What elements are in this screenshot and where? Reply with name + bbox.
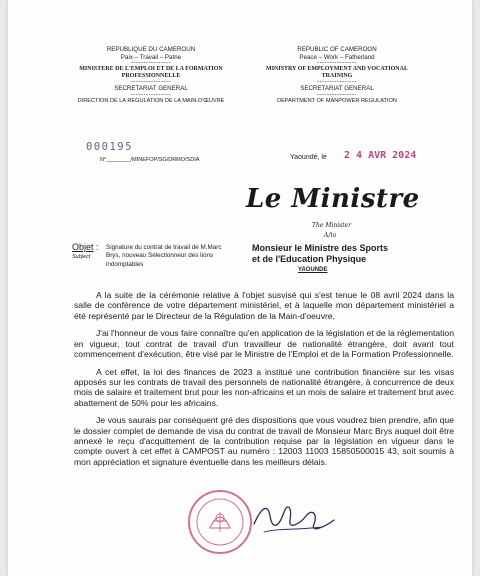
objet-label: Objet : xyxy=(72,242,99,252)
divider: ---------------- xyxy=(131,60,171,67)
addressee-line-1: Monsieur le Ministre des Sports xyxy=(252,243,389,253)
to-line: A/to xyxy=(324,232,337,239)
serial-number-stamp: 000195 xyxy=(86,141,133,153)
country-en: REPUBLIC OF CAMEROON xyxy=(297,46,377,53)
ministry-fr: MINISTERE DE L'EMPLOI ET DE LA FORMATION PROFESSIONNELLE xyxy=(79,66,223,80)
official-seal-stamp xyxy=(186,488,254,556)
reference-number: N°________/MINEFOP/SG/DRMO/SDIA xyxy=(100,157,200,163)
letter-body xyxy=(74,290,454,474)
minister-title: Le Ministre xyxy=(246,184,420,214)
paragraph-1: A la suite de la cérémonie relative à l'objet susvisé qui s'est tenue le 08 avril 2024 dans la salle de conférence de votre département ministériel, et à laquelle mon département ministériel a été représenté par le Directeur de la Régulation de la Main-d'oeuvre, xyxy=(74,290,454,321)
divider: ---------------- xyxy=(131,91,171,98)
motto-en: Peace – Work – Fatherland xyxy=(299,53,375,61)
place-date-prefix: Yaoundé, le xyxy=(290,154,327,161)
paragraph-2: J'ai l'honneur de vous faire connaître qu'en application de la législation et de la réglementation en vigueur, tout contrat de travail d'un travailleur de nationalité étrangère, doit avant tout commencement d'exécution, être visé par le Ministre de l'Emploi et de la Formation Professionnelle. xyxy=(74,328,454,359)
header-right xyxy=(262,46,412,105)
subject-label: Subject xyxy=(72,254,91,260)
divider: ---------------- xyxy=(317,60,357,67)
date-stamp: 2 4 AVR 2024 xyxy=(344,150,417,161)
objet-text: Signature du contrat de travail de M.Marc Brys, nouveau Sélectionneur des lions indomptables xyxy=(106,244,222,268)
divider: ---------------- xyxy=(317,79,357,86)
divider: ---------------- xyxy=(317,91,357,98)
letter-page xyxy=(8,0,472,576)
country-fr: REPUBLIQUE DU CAMEROUN xyxy=(106,46,196,53)
addressee-city: YAOUNDE xyxy=(298,267,328,273)
motto-fr: Paix – Travail – Patrie xyxy=(120,53,182,61)
addressee xyxy=(252,243,452,265)
direction-fr: DIRECTION DE LA REGULATION DE LA MAIN-D'ŒUVRE xyxy=(77,97,225,104)
secretariat-en: SECRETARIAT GENERAL xyxy=(300,85,374,93)
secretariat-fr: SECRETARIAT GENERAL xyxy=(114,85,188,93)
handwritten-signature xyxy=(248,494,338,542)
minister-subtitle: The Minister xyxy=(312,222,352,229)
paragraph-4: Je vous saurais par conséquent gré des dispositions que vous voudrez bien prendre, afin que le dossier complet de demande de visa du contrat de travail de Monsieur Marc Brys auquel doit être annexé le reçu d'acquittement de la contribution requise par la législation en vigueur dans le compte ouvert à cet effet à CAMPOST au numéro : 12003 11003 15850500015 43, soit soumis à mon appréciation et signature éventuelle dans les meilleurs délais. xyxy=(74,415,454,467)
ministry-en: MINISTRY OF EMPLOYMENT AND VOCATIONAL TRAINING xyxy=(266,66,408,80)
addressee-line-2: et de l'Education Physique xyxy=(252,254,367,264)
direction-en: DEPARTMENT OF MANPOWER REGULATION xyxy=(277,97,397,104)
divider: ---------------- xyxy=(131,79,171,86)
paragraph-3: A cet effet, la loi des finances de 2023 a institué une contribution financière sur les visas apposés sur les contrats de travail des personnels de nationalité étrangère, à concurrence de deux mois de salaire et traitement brut pour les non-africains et un mois de salaire et traitement brut avec abattement de 50% pour les africains. xyxy=(74,366,454,408)
header-left xyxy=(76,46,226,105)
